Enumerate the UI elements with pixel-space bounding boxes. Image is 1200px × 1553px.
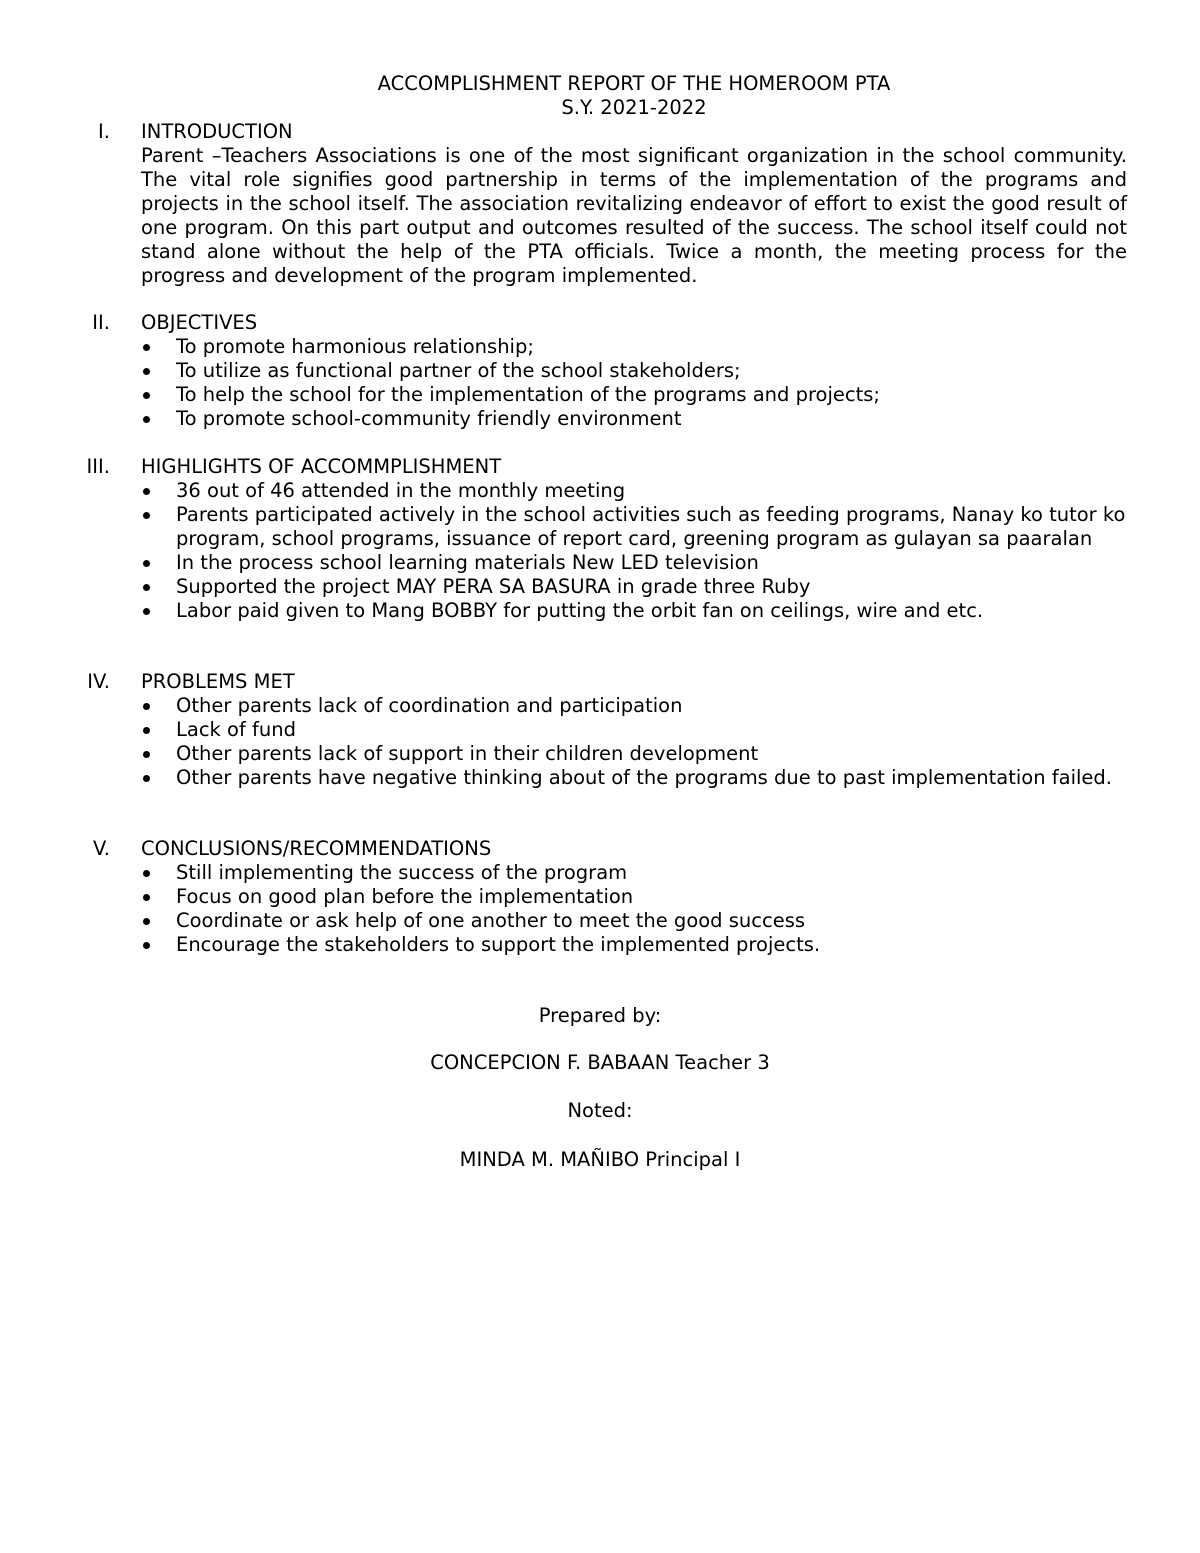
list-item: To promote school-community friendly environment xyxy=(141,407,1127,431)
section-heading: HIGHLIGHTS OF ACCOMMPLISHMENT xyxy=(141,455,502,478)
prepared-by-name: CONCEPCION F. BABAAN Teacher 3 xyxy=(430,1051,770,1074)
section-numeral: I. xyxy=(98,120,110,143)
bullet-icon xyxy=(143,894,150,901)
bullet-icon xyxy=(143,512,150,519)
list-item: Focus on good plan before the implementation xyxy=(141,885,1127,909)
section-numeral: IV. xyxy=(87,670,110,693)
bullet-icon xyxy=(143,368,150,375)
list-item: Other parents lack of coordination and participation xyxy=(141,694,1127,718)
list-item: Other parents lack of support in their children development xyxy=(141,742,1127,766)
noted-label: Noted: xyxy=(567,1099,633,1122)
section-heading: CONCLUSIONS/RECOMMENDATIONS xyxy=(141,837,492,860)
list-item: Coordinate or ask help of one another to meet the good success xyxy=(141,909,1127,933)
section-heading: OBJECTIVES xyxy=(141,311,258,334)
introduction-paragraph: Parent –Teachers Associations is one of the most significant organization in the school community. The vital role signifies good partnership in terms of the implementation of the programs and projects in the school itself. The association revitalizing endeavor of effort to exist the good result of one program. On this part output and outcomes resulted of the success. The school itself could not stand alone without the help of the PTA officials. Twice a month, the meeting process for the progress and development of the program implemented. xyxy=(141,144,1127,287)
list-item: 36 out of 46 attended in the monthly meeting xyxy=(141,479,1127,503)
section-heading: PROBLEMS MET xyxy=(141,670,295,693)
bullet-icon xyxy=(143,727,150,734)
bullet-icon xyxy=(143,488,150,495)
list-item: To help the school for the implementation of the programs and projects; xyxy=(141,383,1127,407)
list-item: Supported the project MAY PERA SA BASURA in grade three Ruby xyxy=(141,575,1127,599)
problems-list xyxy=(141,694,1127,790)
list-item: To utilize as functional partner of the school stakeholders; xyxy=(141,359,1127,383)
list-item: Lack of fund xyxy=(141,718,1127,742)
bullet-icon xyxy=(143,416,150,423)
report-title xyxy=(0,72,1200,120)
highlights-list xyxy=(141,479,1127,623)
bullet-icon xyxy=(143,392,150,399)
list-item: Labor paid given to Mang BOBBY for putting the orbit fan on ceilings, wire and etc. xyxy=(141,599,1127,623)
section-numeral: V. xyxy=(92,837,110,860)
bullet-icon xyxy=(143,942,150,949)
bullet-icon xyxy=(143,560,150,567)
bullet-icon xyxy=(143,775,150,782)
list-item: Still implementing the success of the program xyxy=(141,861,1127,885)
section-heading: INTRODUCTION xyxy=(141,120,293,143)
bullet-icon xyxy=(143,344,150,351)
noted-by-name: MINDA M. MAÑIBO Principal I xyxy=(459,1148,741,1171)
conclusions-list xyxy=(141,861,1127,957)
bullet-icon xyxy=(143,584,150,591)
bullet-icon xyxy=(143,703,150,710)
bullet-icon xyxy=(143,870,150,877)
list-item: In the process school learning materials New LED television xyxy=(141,551,1127,575)
list-item: Encourage the stakeholders to support the implemented projects. xyxy=(141,933,1127,957)
title-line-main: ACCOMPLISHMENT REPORT OF THE HOMEROOM PTA xyxy=(377,72,891,95)
bullet-icon xyxy=(143,751,150,758)
bullet-icon xyxy=(143,608,150,615)
list-item: Other parents have negative thinking about of the programs due to past implementation failed. xyxy=(141,766,1127,790)
objectives-list xyxy=(141,335,1127,431)
list-item: Parents participated actively in the school activities such as feeding programs, Nanay ko tutor ko program, school programs, issuance of report card, greening program as gulayan sa paaralan xyxy=(141,503,1127,551)
section-numeral: III. xyxy=(86,455,110,478)
section-numeral: II. xyxy=(92,311,110,334)
title-line-school-year: S.Y. 2021-2022 xyxy=(561,96,707,119)
list-item: To promote harmonious relationship; xyxy=(141,335,1127,359)
prepared-by-label: Prepared by: xyxy=(538,1004,662,1027)
bullet-icon xyxy=(143,918,150,925)
